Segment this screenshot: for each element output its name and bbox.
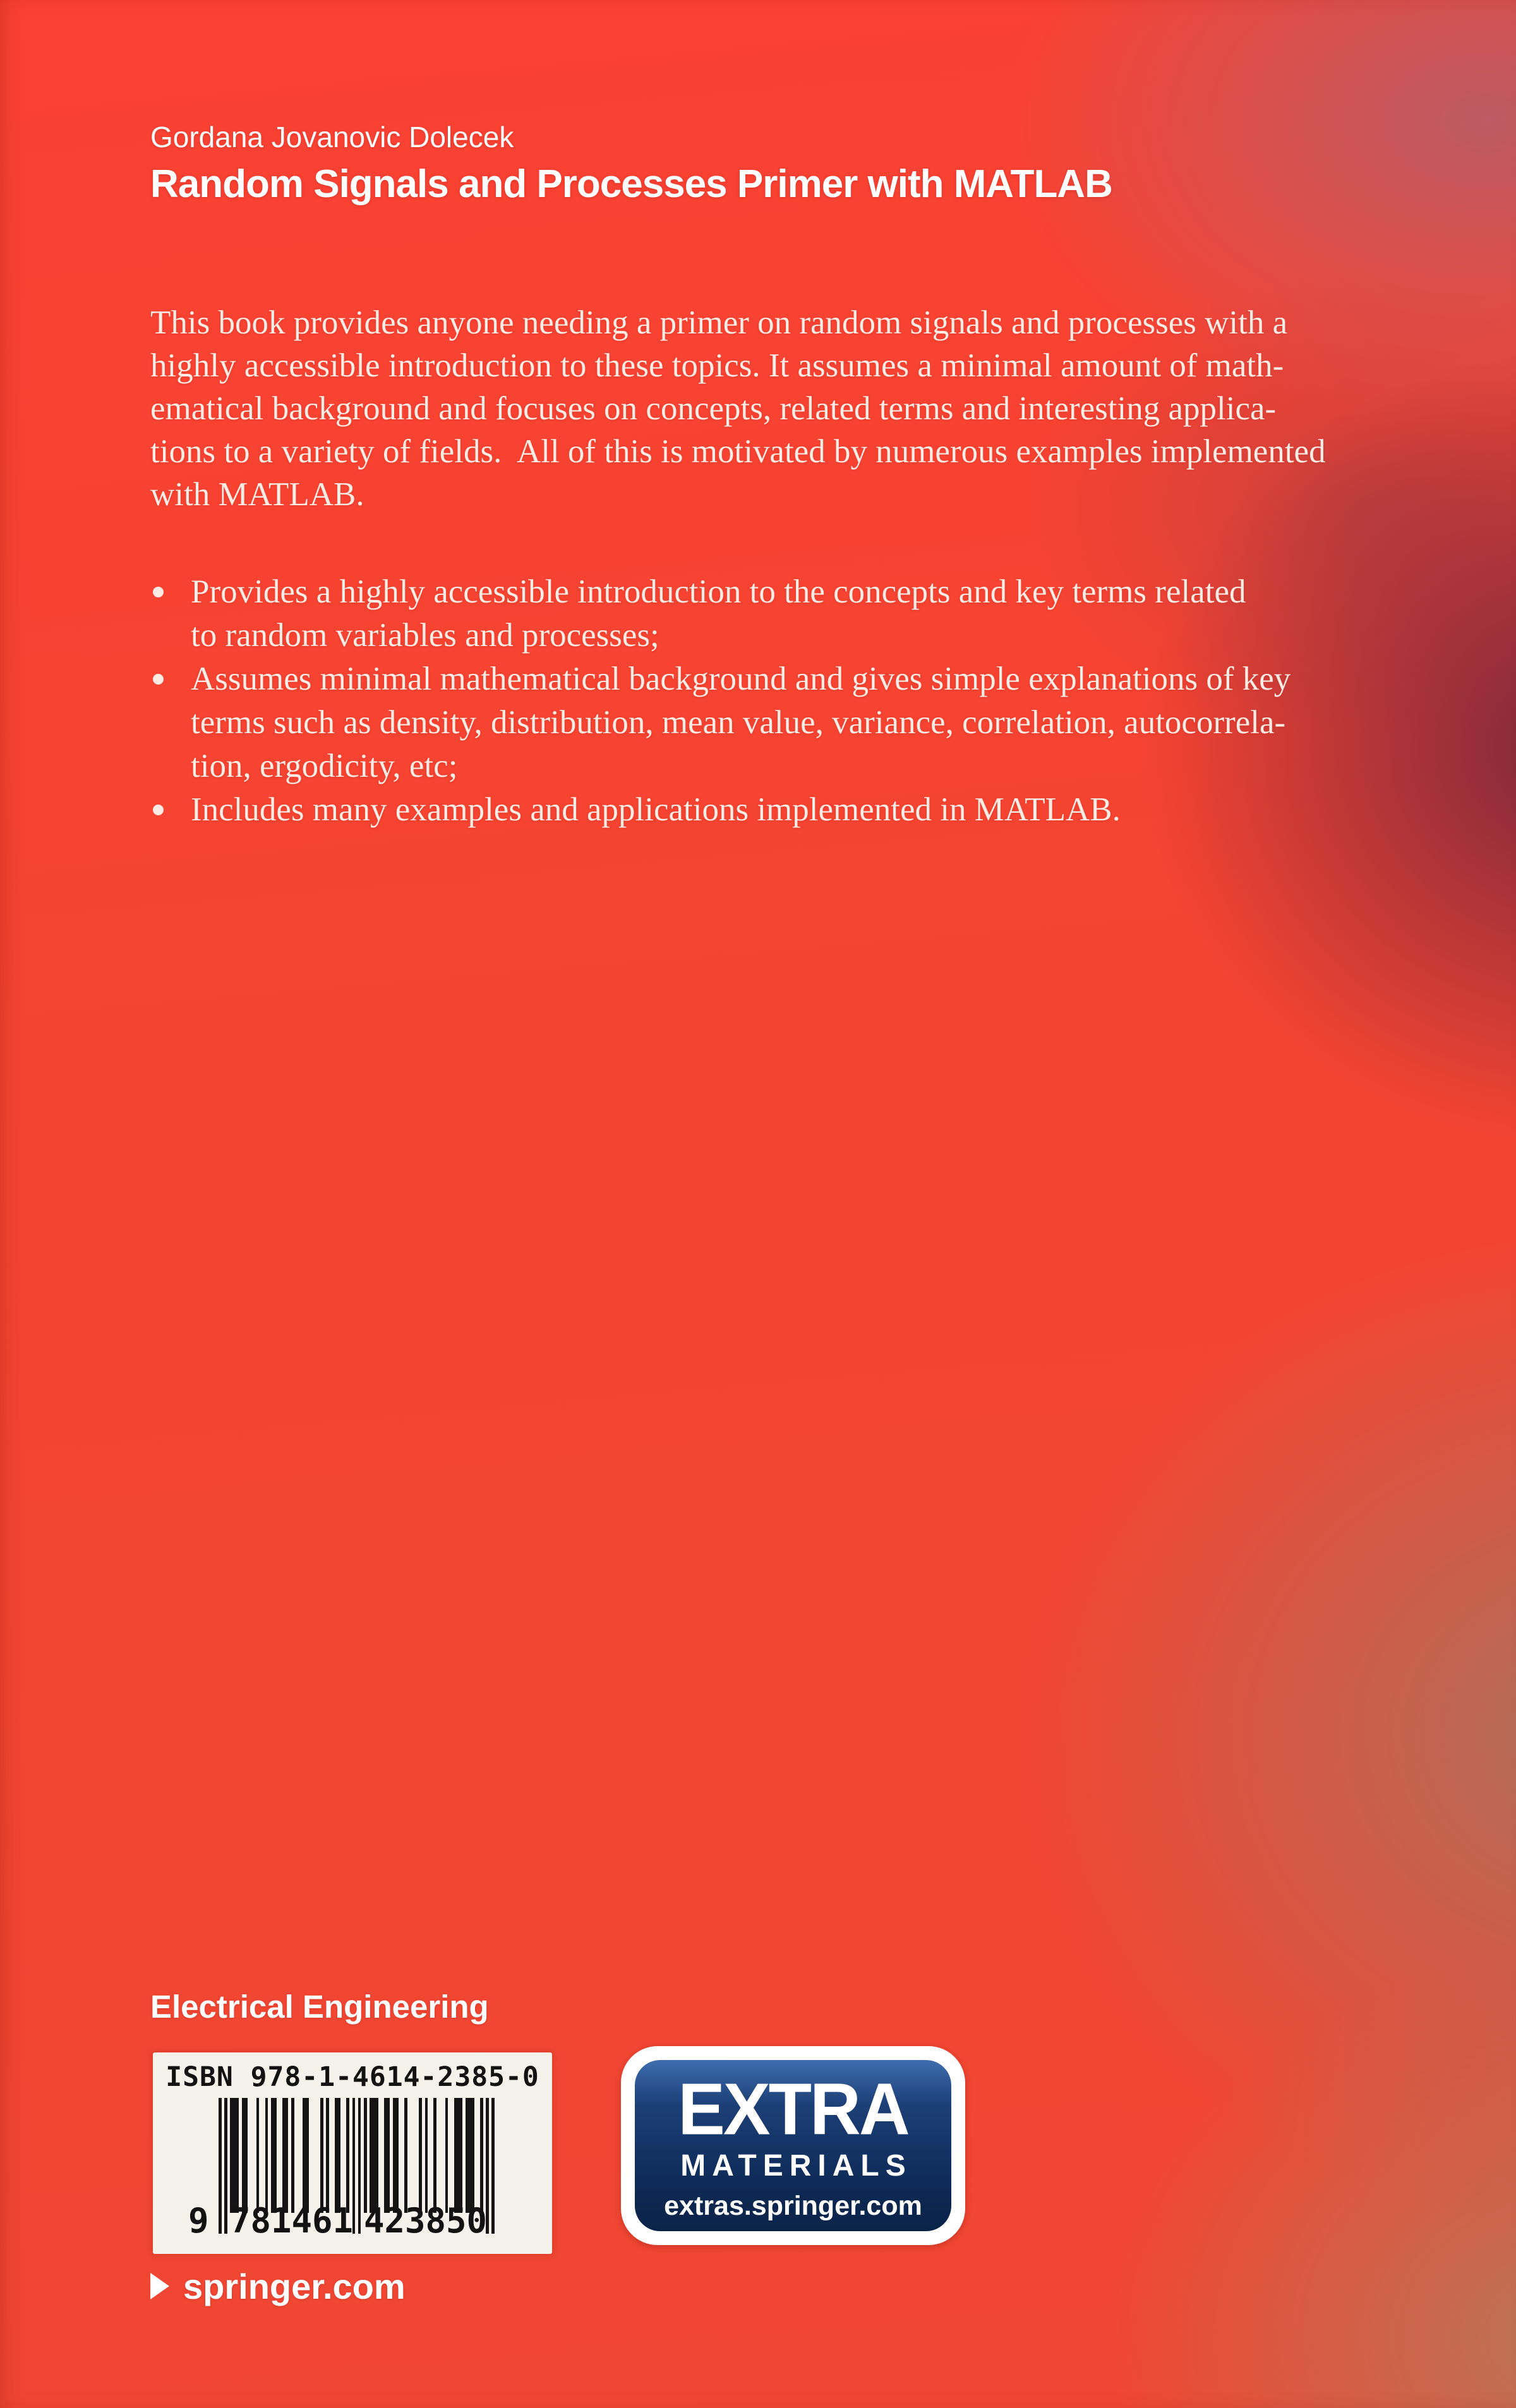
extra-materials-badge-inner [635,2060,951,2231]
bullet-dot-icon [153,805,164,815]
extra-label: EXTRA [678,2068,908,2150]
description [150,301,1496,516]
author-name: Gordana Jovanovic Dolecek [150,121,514,153]
bullet-item: Includes many examples and applications implemented in MATLAB. [150,788,1496,832]
description-line: with MATLAB. [150,476,364,513]
bullet-item: Assumes minimal mathematical background and gives simple explanations of key [150,657,1496,701]
barcode-digit-group: 781461 [230,2201,354,2241]
description-line: ematical background and focuses on concepts, related terms and interesting applica- [150,390,1277,427]
bullet-list [150,570,1496,832]
extra-materials-badge [621,2046,965,2245]
springer-arrow-icon [150,2273,169,2299]
description-line: tions to a variety of fields. All of this is motivated by numerous examples implemented [150,433,1326,470]
barcode-digits [153,2052,552,2254]
bullet-item: tion, ergodicity, etc; [191,748,458,784]
bullet-dot-icon [153,674,164,685]
book-title: Random Signals and Processes Primer with MATLAB [150,162,1112,206]
extras-url: extras.springer.com [664,2191,922,2221]
bullet-dot-icon [153,587,164,597]
springer-site: springer.com [183,2266,406,2306]
bullet-item: Provides a highly accessible introduction to the concepts and key terms related [150,570,1496,614]
barcode-digit-group: 9 [188,2201,209,2241]
description-line: This book provides anyone needing a primer on random signals and processes with a [150,304,1288,341]
isbn-number: ISBN 978-1-4614-2385-0 [165,2061,539,2093]
category-label: Electrical Engineering [150,1989,489,2025]
materials-label: MATERIALS [680,2149,912,2183]
description-line: highly accessible introduction to these topics. It assumes a minimal amount of math- [150,347,1284,384]
isbn-panel [153,2052,552,2254]
bullet-item: to random variables and processes; [191,617,659,654]
barcode-digit-group: 423850 [364,2201,488,2241]
footer [150,2267,406,2305]
bullet-item: terms such as density, distribution, mean value, variance, correlation, autocorrela- [191,704,1286,741]
